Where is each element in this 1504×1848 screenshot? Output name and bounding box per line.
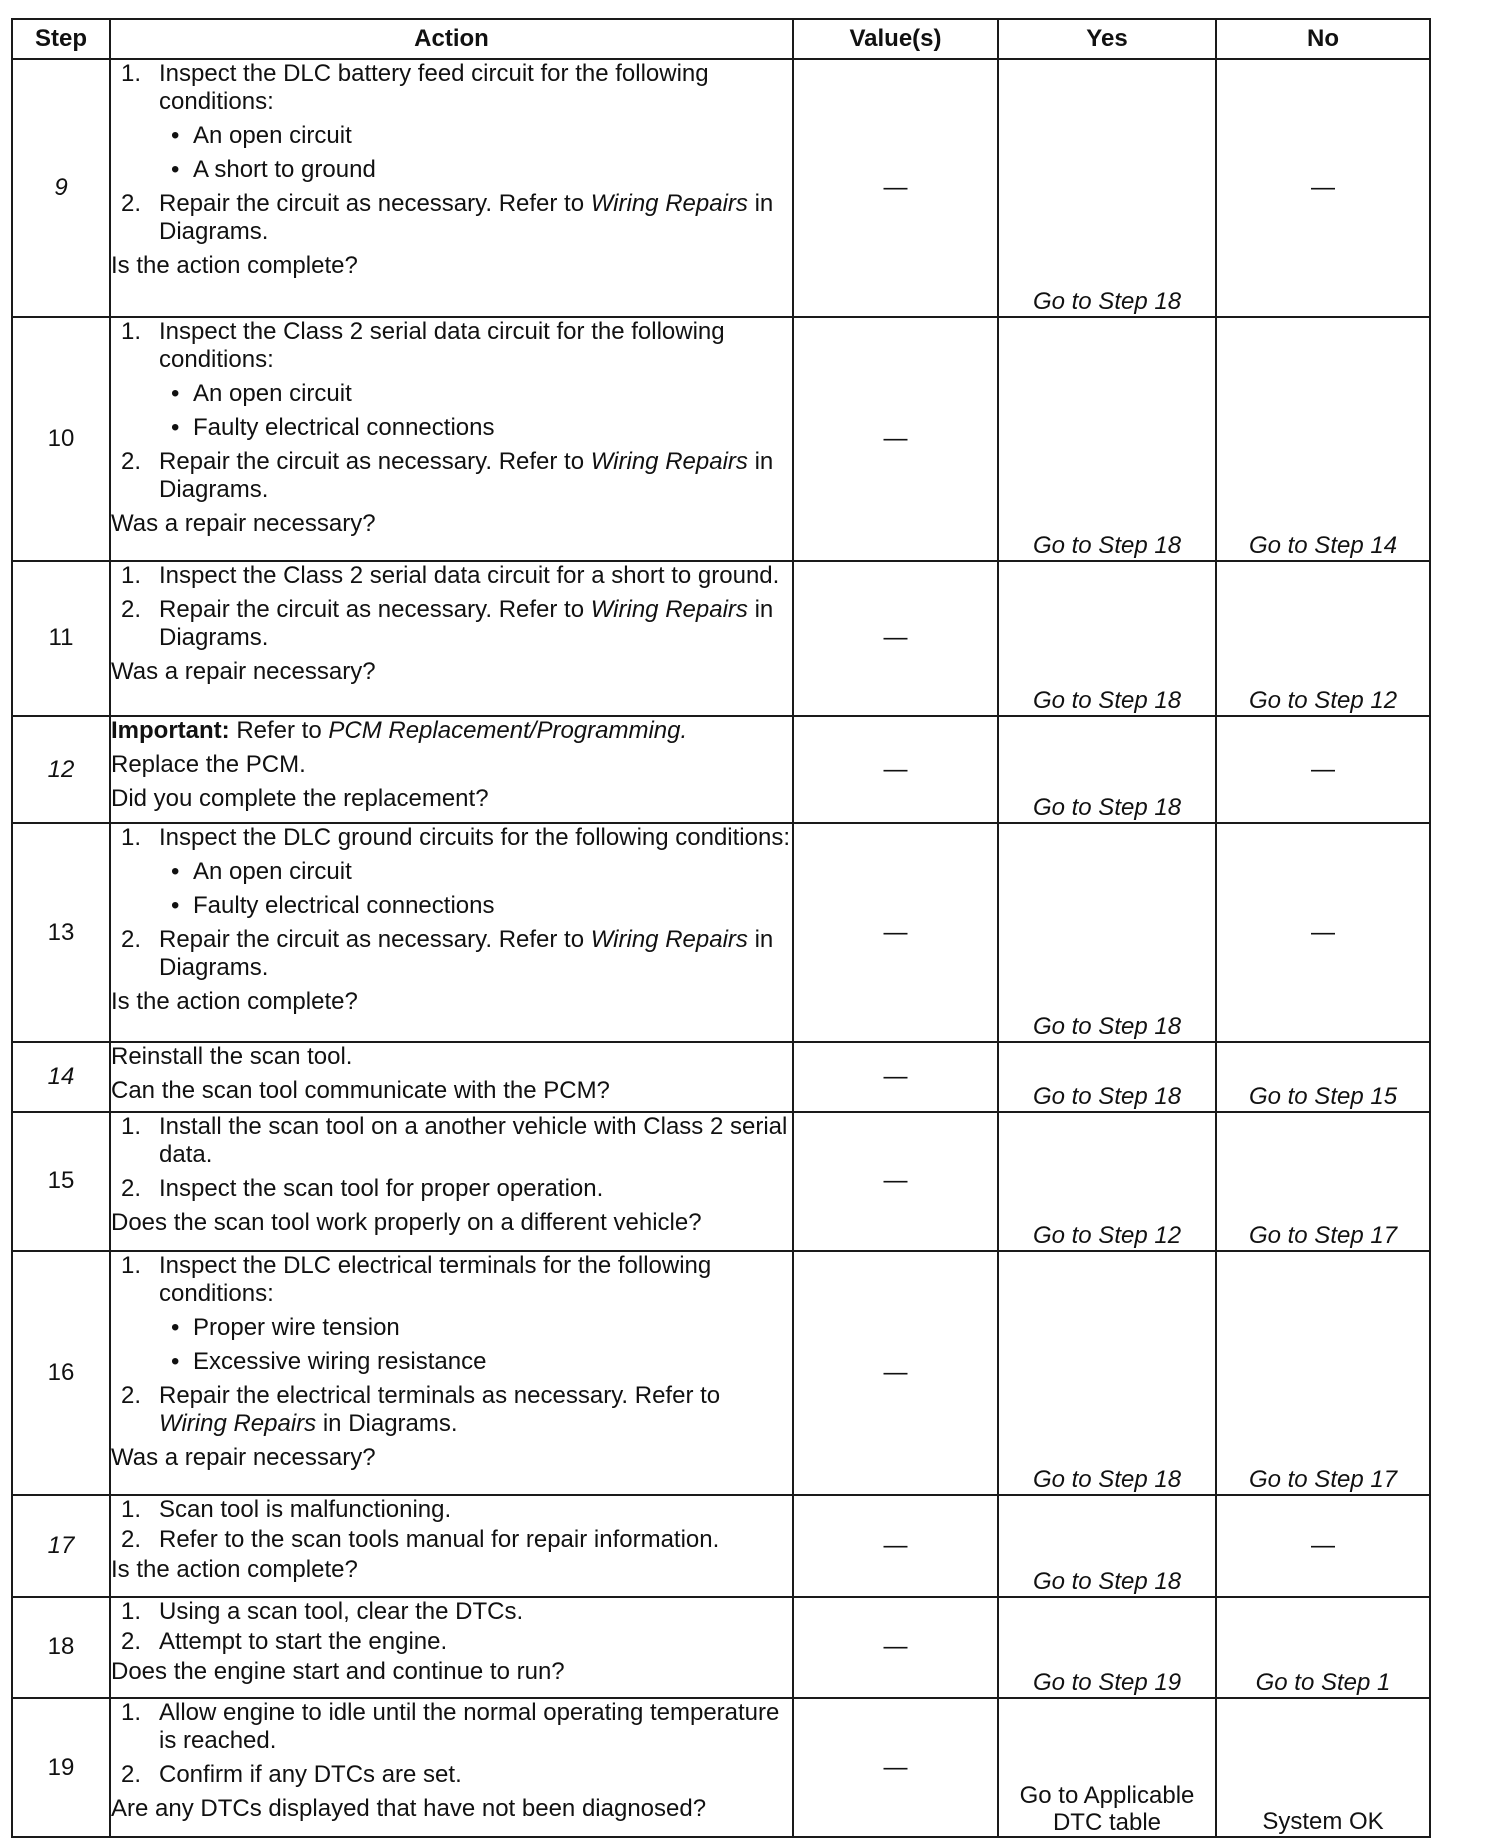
action-cell <box>110 1698 793 1837</box>
numbered-item: 2. Repair the circuit as necessary. Refer to Wiring Repairs in Diagrams. <box>121 926 774 982</box>
value-cell: — <box>793 823 998 1041</box>
bullet-item: • Excessive wiring resistance <box>171 1347 487 1375</box>
value-cell: — <box>793 1698 998 1837</box>
value-cell: — <box>793 561 998 715</box>
numbered-item: 1. Inspect the DLC ground circuits for the following conditions: <box>121 824 790 852</box>
bullet-item: • An open circuit <box>171 858 352 886</box>
no-cell: — <box>1216 823 1430 1041</box>
step-number: 10 <box>12 317 110 562</box>
numbered-item: 2. Repair the circuit as necessary. Refer to Wiring Repairs in Diagrams. <box>121 596 774 652</box>
no-cell: Go to Step 17 <box>1216 1251 1430 1496</box>
numbered-item: 1. Inspect the Class 2 serial data circuit for the following conditions: <box>121 317 725 373</box>
question: Are any DTCs displayed that have not been diagnosed? <box>111 1795 707 1823</box>
yes-cell: Go to Step 18 <box>998 1495 1216 1596</box>
value-cell: — <box>793 716 998 824</box>
table-row <box>12 317 1430 562</box>
no-cell: Go to Step 1 <box>1216 1597 1430 1698</box>
action-cell <box>110 59 793 317</box>
step-number: 12 <box>12 716 110 824</box>
yes-cell: Go to Step 18 <box>998 823 1216 1041</box>
numbered-item: 1. Inspect the DLC electrical terminals for the following conditions: <box>121 1251 712 1307</box>
value-cell: — <box>793 1042 998 1113</box>
no-cell: Go to Step 15 <box>1216 1042 1430 1113</box>
numbered-item: 1. Allow engine to idle until the normal operating temperature is reached. <box>121 1699 780 1755</box>
numbered-item: 1. Inspect the Class 2 serial data circuit for a short to ground. <box>121 562 780 590</box>
action-cell <box>110 317 793 562</box>
table-row <box>12 716 1430 824</box>
question: Is the action complete? <box>111 988 358 1016</box>
question: Was a repair necessary? <box>111 658 376 686</box>
header-yes: Yes <box>998 19 1216 59</box>
table-row <box>12 1251 1430 1496</box>
table-row <box>12 823 1430 1041</box>
header-no: No <box>1216 19 1430 59</box>
value-cell: — <box>793 59 998 317</box>
header-values: Value(s) <box>793 19 998 59</box>
numbered-item: 1. Scan tool is malfunctioning. <box>121 1496 452 1524</box>
step-number: 16 <box>12 1251 110 1496</box>
question: Was a repair necessary? <box>111 509 376 537</box>
step-number: 18 <box>12 1597 110 1698</box>
important-note: Important: Refer to PCM Replacement/Programming. <box>111 716 688 744</box>
table-row <box>12 59 1430 317</box>
action-cell <box>110 1597 793 1698</box>
question: Is the action complete? <box>111 252 358 279</box>
table-row <box>12 1698 1430 1837</box>
numbered-item: 2. Attempt to start the engine. <box>121 1627 448 1655</box>
bullet-item: • An open circuit <box>171 379 352 407</box>
numbered-item: 1. Using a scan tool, clear the DTCs. <box>121 1597 524 1625</box>
yes-cell: Go to Step 18 <box>998 561 1216 715</box>
no-cell: — <box>1216 716 1430 824</box>
no-cell: Go to Step 12 <box>1216 561 1430 715</box>
header-step: Step <box>12 19 110 59</box>
diagnostic-table <box>11 18 1431 1838</box>
header-row <box>12 19 1430 59</box>
question: Was a repair necessary? <box>111 1443 376 1471</box>
bullet-item: • Faulty electrical connections <box>171 892 495 920</box>
numbered-item: 1. Inspect the DLC battery feed circuit for the following conditions: <box>121 60 709 115</box>
numbered-item: 2. Refer to the scan tools manual for repair information. <box>121 1526 720 1554</box>
question: Does the engine start and continue to run? <box>111 1657 565 1685</box>
step-number: 15 <box>12 1112 110 1251</box>
step-number: 9 <box>12 59 110 317</box>
table-row <box>12 1495 1430 1596</box>
no-cell: Go to Step 17 <box>1216 1112 1430 1251</box>
yes-cell: Go to Step 12 <box>998 1112 1216 1251</box>
action-cell <box>110 1042 793 1113</box>
step-number: 19 <box>12 1698 110 1837</box>
no-cell: — <box>1216 59 1430 317</box>
bullet-item: • An open circuit <box>171 122 352 149</box>
value-cell: — <box>793 317 998 562</box>
numbered-item: 2. Repair the circuit as necessary. Refer to Wiring Repairs in Diagrams. <box>121 447 774 503</box>
bullet-item: • Faulty electrical connections <box>171 413 495 441</box>
table-row <box>12 1112 1430 1251</box>
no-cell: — <box>1216 1495 1430 1596</box>
question: Can the scan tool communicate with the PCM? <box>111 1076 610 1104</box>
value-cell: — <box>793 1112 998 1251</box>
numbered-item: 2. Inspect the scan tool for proper operation. <box>121 1175 604 1203</box>
numbered-item: 1. Install the scan tool on a another vehicle with Class 2 serial data. <box>121 1113 788 1169</box>
yes-cell: Go to Step 19 <box>998 1597 1216 1698</box>
value-cell: — <box>793 1597 998 1698</box>
no-cell: System OK <box>1216 1698 1430 1837</box>
question: Is the action complete? <box>111 1556 358 1584</box>
action-text: Replace the PCM. <box>111 750 306 778</box>
bullet-item: • A short to ground <box>171 156 376 183</box>
table-row <box>12 1042 1430 1113</box>
action-cell <box>110 1495 793 1596</box>
yes-cell: Go to Step 18 <box>998 59 1216 317</box>
action-text: Reinstall the scan tool. <box>111 1042 353 1070</box>
value-cell: — <box>793 1251 998 1496</box>
no-cell: Go to Step 14 <box>1216 317 1430 562</box>
action-cell <box>110 561 793 715</box>
step-number: 13 <box>12 823 110 1041</box>
numbered-item: 2. Repair the electrical terminals as necessary. Refer to Wiring Repairs in Diagrams. <box>121 1381 721 1437</box>
yes-cell: Go to Step 18 <box>998 716 1216 824</box>
table-row <box>12 1597 1430 1698</box>
action-cell <box>110 1251 793 1496</box>
table-row <box>12 561 1430 715</box>
step-number: 11 <box>12 561 110 715</box>
numbered-item: 2. Repair the circuit as necessary. Refer to Wiring Repairs in Diagrams. <box>121 190 774 245</box>
yes-cell: Go to Step 18 <box>998 1042 1216 1113</box>
value-cell: — <box>793 1495 998 1596</box>
header-action: Action <box>110 19 793 59</box>
yes-cell: Go to Step 18 <box>998 317 1216 562</box>
action-cell <box>110 823 793 1041</box>
step-number: 17 <box>12 1495 110 1596</box>
bullet-item: • Proper wire tension <box>171 1313 400 1341</box>
action-cell <box>110 1112 793 1251</box>
step-number: 14 <box>12 1042 110 1113</box>
numbered-item: 2. Confirm if any DTCs are set. <box>121 1761 462 1789</box>
yes-cell: Go to Applicable DTC table <box>998 1698 1216 1837</box>
action-cell <box>110 716 793 824</box>
question: Did you complete the replacement? <box>111 784 489 812</box>
question: Does the scan tool work properly on a different vehicle? <box>111 1209 702 1237</box>
yes-cell: Go to Step 18 <box>998 1251 1216 1496</box>
